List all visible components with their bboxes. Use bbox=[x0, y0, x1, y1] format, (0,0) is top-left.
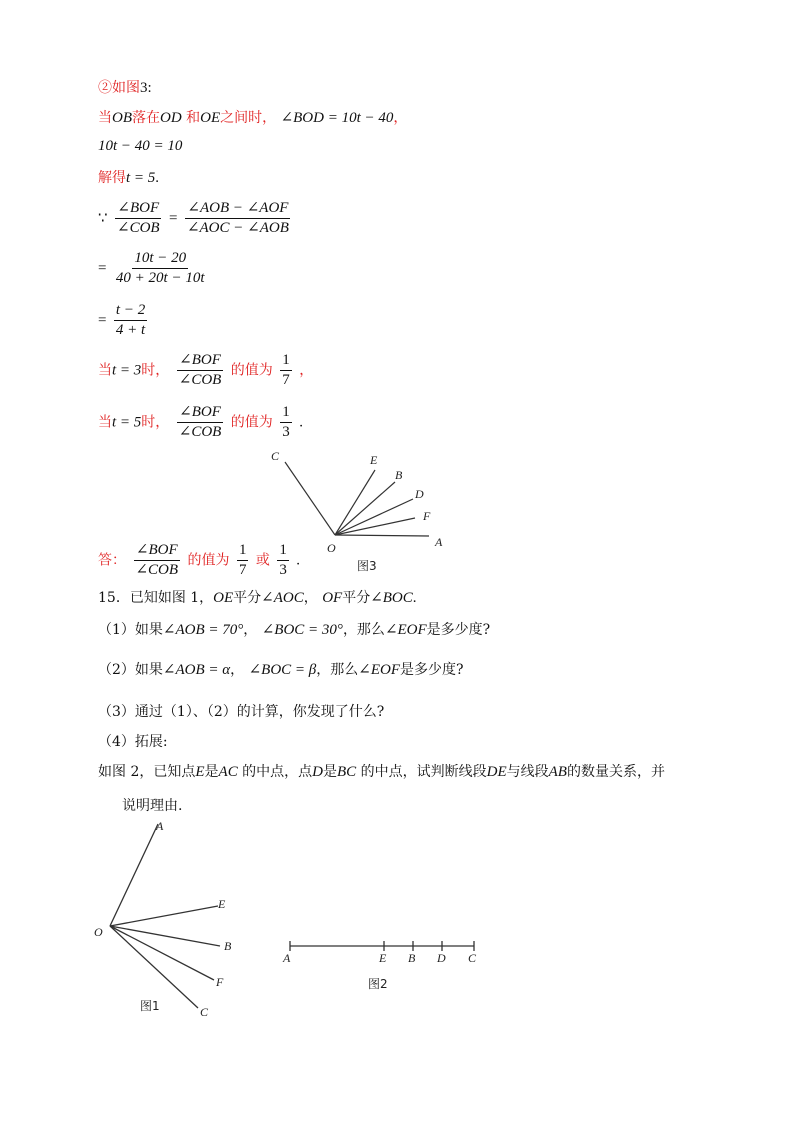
label-f: F bbox=[423, 509, 431, 523]
q15-extension-cont: 说明理由. bbox=[122, 798, 183, 814]
figure-2 bbox=[278, 930, 488, 1000]
label-a: A bbox=[283, 951, 291, 965]
label-e: E bbox=[370, 453, 378, 467]
label-d: D bbox=[437, 951, 446, 965]
figure-1 bbox=[90, 812, 250, 1032]
label-f: F bbox=[216, 975, 224, 989]
fraction: $\frac{1}{7}$ bbox=[282, 352, 290, 388]
fraction: $\frac{\text{∠BOF}}{\text{∠COB}}$ bbox=[117, 200, 160, 236]
q15-part1: （1）如果∠AOB = 70°， ∠BOC = 30°，那么∠EOF是多少度? bbox=[98, 622, 491, 638]
label-a: A bbox=[435, 535, 443, 549]
part2-heading: ②如图3: bbox=[98, 80, 152, 96]
figure-1-caption: 图1 bbox=[140, 999, 160, 1013]
fraction: $\frac{10t - 20}{40 + 20t - 10t}$ bbox=[115, 250, 205, 286]
label-a: A bbox=[156, 819, 164, 833]
q15-part4: （4）拓展: bbox=[98, 734, 168, 750]
fraction: $\frac{\text{∠BOF}}{\text{∠COB}}$ bbox=[135, 542, 179, 578]
label-o: O bbox=[94, 925, 103, 939]
label-e: E bbox=[218, 897, 226, 911]
q15-part3: （3）通过（1）、（2）的计算，你发现了什么? bbox=[98, 704, 385, 720]
fraction: $\frac{\text{∠BOF}}{\text{∠COB}}$ bbox=[178, 404, 222, 440]
fraction: $\frac{t - 2}{4 + t}$ bbox=[115, 302, 146, 338]
label-c: C bbox=[271, 449, 280, 463]
fraction: $\frac{1}{7}$ bbox=[238, 542, 247, 578]
label-o: O bbox=[327, 541, 336, 555]
figure-3-caption: 图3 bbox=[357, 559, 377, 573]
label-b: B bbox=[224, 939, 232, 953]
equation-line: 10t − 40 = 10 bbox=[98, 138, 183, 154]
fraction: $\frac{\text{∠AOB − ∠AOF}}{\text{∠AOC − ∠AOB}}$ bbox=[186, 200, 289, 236]
q15-title: 15．已知如图 1，OE平分∠AOC， OF平分∠BOC. bbox=[98, 590, 417, 606]
label-c: C bbox=[200, 1005, 209, 1019]
answer-line: 答： $\frac{\text{∠BOF}}{\text{∠COB}}$ 的值为 $\frac{1}{7}$ 或 $\frac{1}{3}$ . bbox=[98, 542, 301, 578]
label-b: B bbox=[408, 951, 416, 965]
label-b: B bbox=[395, 468, 403, 482]
q15-part2: （2）如果∠AOB = α， ∠BOC = β，那么∠EOF是多少度? bbox=[98, 662, 464, 678]
label-d: D bbox=[415, 487, 424, 501]
label-e: E bbox=[379, 951, 387, 965]
ratio-line: ∵ $\frac{\text{∠BOF}}{\text{∠COB}}$ = $\frac{\text{∠AOB − ∠AOF}}{\text{∠AOC − ∠AOB}}$ bbox=[98, 200, 289, 236]
case-t5-line: 当t = 5时， $\frac{\text{∠BOF}}{\text{∠COB}}$ 的值为 $\frac{1}{3}$ . bbox=[98, 404, 303, 440]
case-t3-line: 当t = 3时， $\frac{\text{∠BOF}}{\text{∠COB}}$ 的值为 $\frac{1}{7}$ ， bbox=[98, 352, 314, 388]
figure-2-caption: 图2 bbox=[368, 977, 388, 991]
case-condition: 当OB落在OD 和OE之间时， ∠BOD = 10t − 40， bbox=[98, 110, 408, 126]
step3-line: = $\frac{t - 2}{4 + t}$ bbox=[98, 302, 146, 338]
step2-line: = $\frac{10t - 20}{40 + 20t - 10t}$ bbox=[98, 250, 205, 286]
fraction: $\frac{1}{3}$ bbox=[282, 404, 290, 440]
fraction: $\frac{1}{3}$ bbox=[279, 542, 287, 578]
fraction: $\frac{\text{∠BOF}}{\text{∠COB}}$ bbox=[178, 352, 222, 388]
bod-expression: ∠BOD = 10t − 40 bbox=[280, 110, 394, 126]
solve-line: 解得t = 5. bbox=[98, 170, 160, 186]
q15-extension: 如图 2，已知点E是AC 的中点，点D是BC 的中点，试判断线段DE与线段AB的数量关系，并 bbox=[98, 764, 665, 780]
label-c: C bbox=[468, 951, 477, 965]
